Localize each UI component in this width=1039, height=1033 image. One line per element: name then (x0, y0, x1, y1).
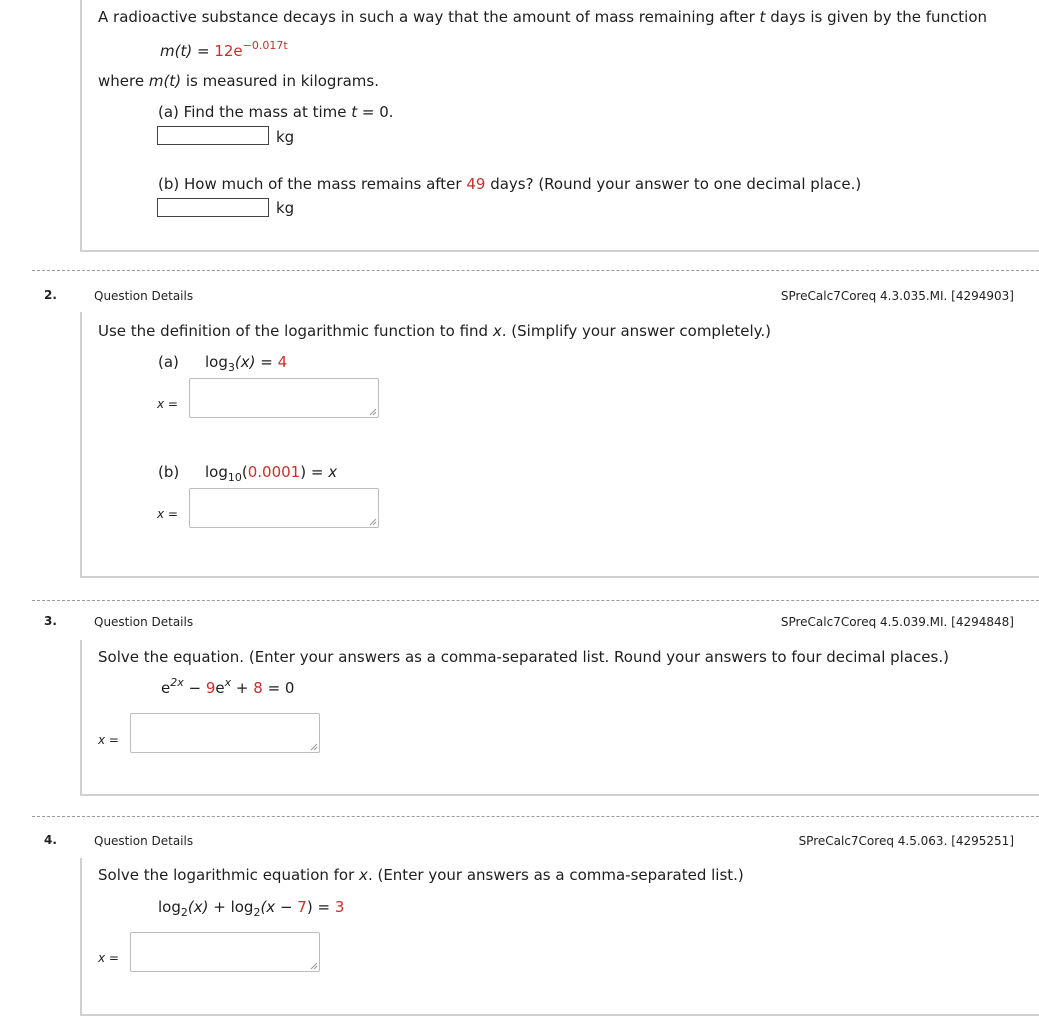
q1-formula: $m(t) = 12e^{-0.017t}$ (160, 39, 288, 60)
q1-part-b-input[interactable] (157, 198, 269, 217)
q2-number: 2. (44, 288, 57, 302)
q2-part-b-answer-label: x = (157, 507, 178, 521)
q3-equation: $e^{2x} - 9e^x + 8 = 0$ (161, 676, 295, 697)
q3-number: 3. (44, 614, 57, 628)
resize-grip-icon[interactable] (309, 961, 318, 970)
question-2-panel (80, 312, 1039, 578)
q4-number: 4. (44, 833, 57, 847)
q1-part-a-unit: kg (276, 128, 295, 146)
q3-reference: SPreCalc7Coreq 4.5.039.MI. [4294848] (780, 615, 1014, 629)
q2-part-b-input[interactable] (189, 488, 379, 528)
q2-part-a-answer-label: x = (157, 397, 178, 411)
q2-reference: SPreCalc7Coreq 4.3.035.MI. [4294903] (780, 289, 1014, 303)
q1-part-a-input[interactable] (157, 126, 269, 145)
q2-part-a-equation: $\log_3(x) = 4$ (205, 353, 288, 374)
resize-grip-icon[interactable] (309, 742, 318, 751)
q3-details-label: Question Details (94, 615, 194, 629)
q4-equation: $\log_2(x) + \log_2(x - 7) = 3$ (158, 898, 345, 919)
q2-part-a-label: (a) (158, 353, 179, 371)
q2-part-b-label: (b) (158, 463, 180, 481)
resize-grip-icon[interactable] (368, 407, 377, 416)
q3-prompt: Solve the equation. (Enter your answers as a comma-separated list. Round your answers to four decimal places.) (98, 648, 949, 666)
q1-part-b-unit: kg (276, 199, 295, 217)
q1-part-b-prompt: (b) How much of the mass remains after 49 days? (Round your answer to one decimal place.) (158, 175, 862, 193)
q4-answer-label: x = (98, 951, 119, 965)
divider-q4 (32, 816, 1039, 817)
divider-q3 (32, 600, 1039, 601)
q2-part-b-equation: $\log_{10}(0.0001) = x$ (205, 463, 338, 484)
q1-intro: A radioactive substance decays in such a way that the amount of mass remaining after t days is given by the function (98, 8, 988, 26)
q2-prompt: Use the definition of the logarithmic function to find x. (Simplify your answer completely.) (98, 322, 771, 340)
q4-reference: SPreCalc7Coreq 4.5.063. [4295251] (798, 834, 1014, 848)
divider-q2 (32, 270, 1039, 271)
q1-part-a-prompt: (a) Find the mass at time t = 0. (158, 103, 394, 121)
q4-prompt: Solve the logarithmic equation for x. (Enter your answers as a comma-separated list.) (98, 866, 744, 884)
q2-details-label: Question Details (94, 289, 194, 303)
q1-where-text: where m(t) is measured in kilograms. (98, 72, 379, 90)
q4-answer-input[interactable] (130, 932, 320, 972)
q4-details-label: Question Details (94, 834, 194, 848)
q3-answer-input[interactable] (130, 713, 320, 753)
q2-part-a-input[interactable] (189, 378, 379, 418)
resize-grip-icon[interactable] (368, 517, 377, 526)
q3-answer-label: x = (98, 733, 119, 747)
